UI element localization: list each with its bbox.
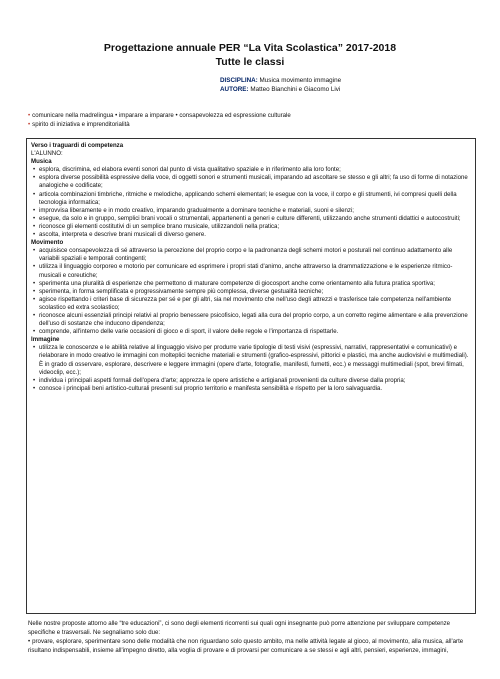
box-intro: L'ALUNNO: — [31, 150, 63, 158]
list-item: • conosce i principali beni artistico-culturali presenti sul proprio territorio e manifesta sensibilità e rispetto per la loro salvaguardia. — [31, 385, 471, 393]
footer-paragraph: Nelle nostre proposte attorno alle “tre educazioni”, ci sono degli elementi ricorrenti sui quali ogni insegnante può porre attenzione per sviluppare competenze specifiche e trasversali. Ne segnaliamo solo due: — [28, 620, 451, 636]
section-title-musica: Musica — [31, 158, 52, 166]
bullet-icon: • — [28, 121, 31, 128]
list-item: • utilizza le conoscenze e le abilità relative al linguaggio visivo per produrre varie tipologie di testi visivi (espressivi, narrativi, rappresentativi e comunicativi) e rielaborare in modo creativo le immagini con molteplici tecniche materiali e strumenti (grafico-espressivi, pittorici e plastici, ma anche audiovisivi e multimediali). È in grado di osservare, esplorare, descrivere e leggere immagini (opere d'arte, fotografie, manifesti, fumetti, ecc.) e messaggi multimediali (spot, brevi filmati, videoclip, ecc.); — [31, 344, 471, 376]
competence-box — [26, 138, 476, 614]
competence-text: spirito di iniziativa e imprenditorialità — [32, 121, 130, 128]
bullet-icon: • — [28, 112, 31, 119]
competence-line — [28, 120, 478, 129]
box-heading: Verso i traguardi di competenza — [31, 142, 124, 149]
section-title-movimento: Movimento — [31, 239, 64, 247]
discipline-label: DISCIPLINA: — [220, 77, 258, 84]
list-item: • ascolta, interpreta e descrive brani musicali di diverso genere. — [31, 231, 471, 239]
authors-line — [220, 85, 340, 94]
list-item: • acquisisce consapevolezza di sé attraverso la percezione del proprio corpo e la padronanza degli schemi motori e posturali nel continuo adattamento alle variabili spaziali e temporali contingenti; — [31, 247, 471, 263]
list-item: • improvvisa liberamente e in modo creativo, imparando gradualmente a dominare tecniche e materiali, suoni e silenzi; — [31, 207, 471, 215]
list-item: • articola combinazioni timbriche, ritmiche e melodiche, applicando schemi elementari; le esegue con la voce, il corpo e gli strumenti, ivi compresi quelli della tecnologia informatica; — [31, 191, 471, 207]
list-item: • esegue, da solo e in gruppo, semplici brani vocali o strumentali, appartenenti a generi e culture differenti, utilizzando anche strumenti didattici e autocostruiti; — [31, 215, 471, 223]
competence-line — [28, 111, 478, 120]
list-item: • riconosce gli elementi costitutivi di un semplice brano musicale, utilizzandoli nella pratica; — [31, 223, 471, 231]
list-item: • sperimenta una pluralità di esperienze che permettono di maturare competenze di giocosport anche come orientamento alla futura pratica sportiva; — [31, 280, 471, 288]
document-subtitle: Tutte le classi — [215, 56, 285, 68]
discipline-value: Musica movimento immagine — [259, 77, 342, 84]
list-item: • esplora, discrimina, ed elabora eventi sonori dal punto di vista qualitativo spaziale e in riferimento alla loro fonte; — [31, 166, 471, 174]
authors-value: Matteo Bianchini e Giacomo Livi — [250, 86, 341, 93]
list-item: • riconosce alcuni essenziali principi relativi al proprio benessere psicofisico, legati alla cura del proprio corpo, a un corretto regime alimentare e alla prevenzione dell'uso di sostanze che inducono dipendenza; — [31, 312, 471, 328]
list-item: • utilizza il linguaggio corporeo e motorio per comunicare ed esprimere i propri stati d'animo, anche attraverso la drammatizzazione e le esperienze ritmico-musicali e coreutiche; — [31, 263, 471, 279]
document-title: Progettazione annuale PER “La Vita Scolastica” 2017-2018 — [103, 42, 397, 54]
list-item: • comprende, all'interno delle varie occasioni di gioco e di sport, il valore delle regole e l'importanza di rispettarle. — [31, 328, 471, 336]
footer-text — [28, 619, 478, 655]
discipline-line — [220, 76, 341, 85]
competence-text: comunicare nella madrelingua • imparare a imparare • consapevolezza ed espressione culturale — [32, 112, 291, 119]
section-title-immagine: Immagine — [31, 336, 60, 344]
footer-bullet: • provare, esplorare, sperimentare sono delle modalità che non riguardano solo questo ambito, ma nelle attività legate al gioco, al movimento, alla musica, all'arte risultano indispensabili, insieme all'impegno diretto, alla voglia di provare e di provarsi per comunicare a se stessi e agli altri, pensieri, esperienze, immagini, — [28, 637, 478, 655]
list-item: • agisce rispettando i criteri base di sicurezza per sé e per gli altri, sia nel movimento che nell'uso degli attrezzi e trasferisce tale competenza nell'ambiente scolastico ed extra scolastico; — [31, 296, 471, 312]
list-item: • sperimenta, in forma semplificata e progressivamente sempre più complessa, diverse gestualità tecniche; — [31, 288, 471, 296]
list-item: • esplora diverse possibilità espressive della voce, di oggetti sonori e strumenti musicali, imparando ad ascoltare se stesso e gli altri; fa uso di forme di notazione analogiche e codificate; — [31, 174, 471, 190]
authors-label: AUTORE: — [220, 86, 249, 93]
list-item: • individua i principali aspetti formali dell'opera d'arte; apprezza le opere artistiche e artigianali provenienti da culture diverse dalla propria; — [31, 377, 471, 385]
